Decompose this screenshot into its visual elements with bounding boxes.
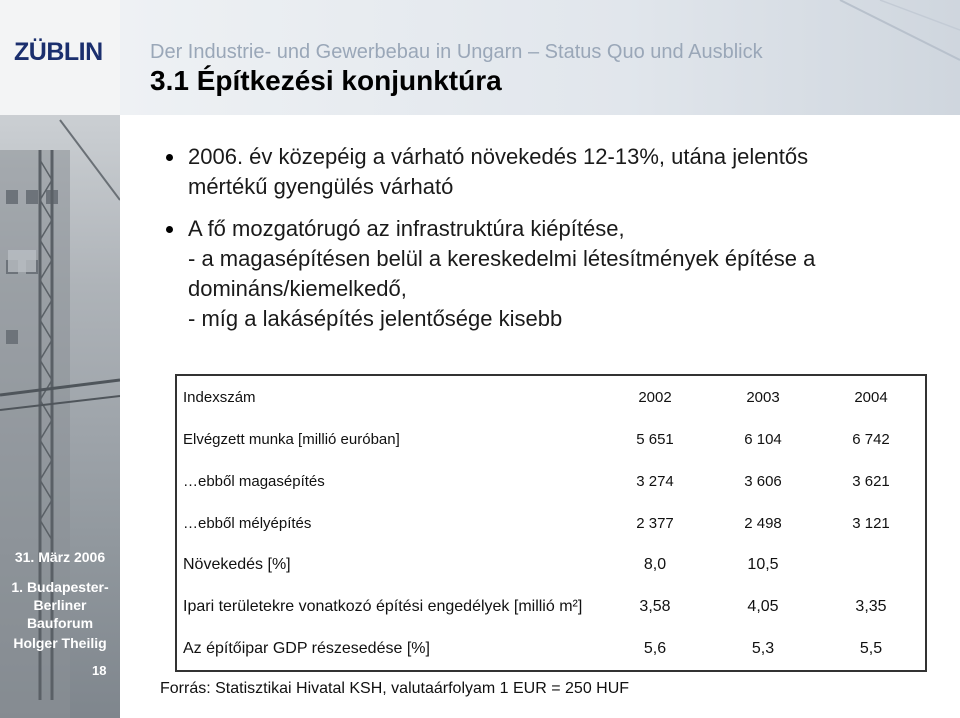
bullet-dot-icon	[166, 226, 173, 233]
table-row	[176, 586, 926, 628]
table-cell: 6 742	[852, 430, 890, 448]
source-note: Forrás: Statisztikai Hivatal KSH, valutaárfolyam 1 EUR = 250 HUF	[160, 680, 630, 697]
logo-area	[0, 0, 120, 115]
table-cell: 3,58	[639, 598, 671, 615]
table-cell: 10,5	[747, 556, 779, 573]
table-cell: 5,5	[859, 640, 883, 657]
table-cell: Ipari területekre vonatkozó építési engedélyek [millió m²]	[183, 598, 583, 615]
table-cell: 3 606	[744, 472, 782, 490]
bullet-list	[160, 142, 950, 346]
table-cell: 2 498	[744, 514, 782, 532]
table-header-cell: 2002	[638, 388, 672, 406]
bullet-line: - míg a lakásépítés jelentősége kisebb	[188, 306, 563, 331]
bullet-line: 2006. év közepéig a várható növekedés 12-13%, utána jelentős	[188, 144, 809, 169]
table-cell: …ebből mélyépítés	[183, 514, 312, 532]
table-cell: 3,35	[855, 598, 887, 615]
construction-index-table	[175, 374, 927, 672]
event-name-line3: Bauforum	[26, 615, 94, 631]
table-cell: Növekedés [%]	[183, 556, 291, 573]
table-cell: 5,3	[751, 640, 775, 657]
table-row	[176, 502, 926, 544]
bullet-line: - a magasépítésen belül a kereskedelmi létesítmények építése a	[188, 246, 816, 271]
table-cell: 3 621	[852, 472, 890, 490]
table-header-row	[176, 375, 926, 418]
table-header-cell: 2003	[746, 388, 780, 406]
table-cell: 6 104	[744, 430, 782, 448]
table-cell: 3 121	[852, 514, 890, 532]
table-cell: 5 651	[636, 430, 674, 448]
event-date: 31. März 2006	[14, 549, 106, 565]
table-cell: 8,0	[643, 556, 667, 573]
bullet-line: A fő mozgatórugó az infrastruktúra kiépítése,	[188, 216, 625, 241]
table-cell: Elvégzett munka [millió euróban]	[183, 430, 400, 448]
speaker-name: Holger Theilig	[13, 635, 107, 651]
table-cell: 5,6	[643, 640, 667, 657]
bullet-dot-icon	[166, 154, 173, 161]
bullet-item	[160, 214, 950, 334]
table-row	[176, 418, 926, 460]
bullet-line: domináns/kiemelkedő,	[188, 276, 407, 301]
presentation-subtitle: Der Industrie- und Gewerbebau in Ungarn – Status Quo und Ausblick	[150, 41, 763, 63]
table-row	[176, 628, 926, 671]
table-row	[176, 460, 926, 502]
table-header-cell: 2004	[854, 388, 888, 406]
slide-title: 3.1 Építkezési konjunktúra	[150, 65, 502, 96]
page-number: 18	[92, 663, 107, 678]
bullet-line: mértékű gyengülés várható	[188, 174, 454, 199]
table-cell: …ebből magasépítés	[183, 472, 325, 490]
table-cell: 3 274	[636, 472, 674, 490]
zublin-logo: ZÜBLIN	[14, 38, 103, 66]
event-name-line2: Berliner	[33, 597, 87, 613]
table-row	[176, 544, 926, 586]
table-cell: 2 377	[636, 514, 674, 532]
event-name-line1: 1. Budapester-	[11, 579, 109, 595]
table-cell: Az építőipar GDP részesedése [%]	[183, 640, 430, 657]
table-cell: 4,05	[747, 598, 779, 615]
bullet-item	[160, 142, 950, 202]
table-header-cell: Indexszám	[183, 388, 256, 406]
table-cell	[817, 544, 926, 586]
